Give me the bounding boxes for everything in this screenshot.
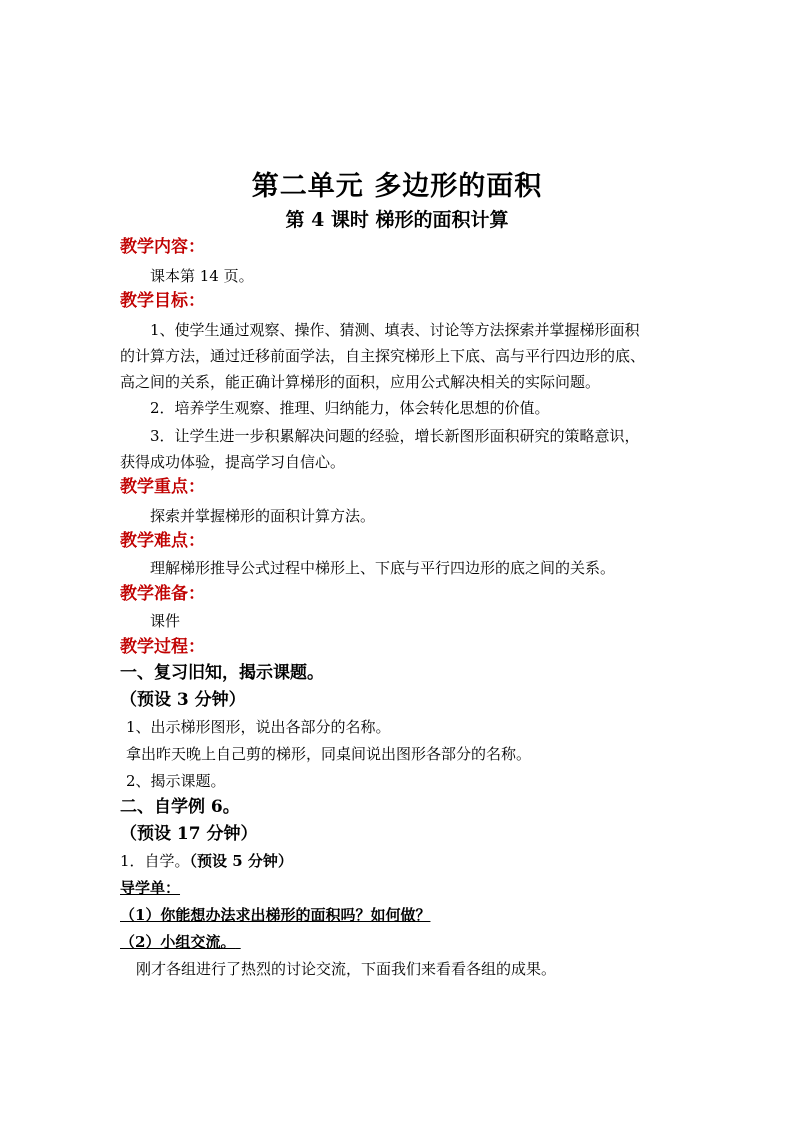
goal-line: 高之间的关系，能正确计算梯形的面积，应用公式解决相关的实际问题。	[120, 373, 601, 391]
part1-heading: 一、复习旧知，揭示课题。	[120, 663, 324, 683]
goal-line: 获得成功体验，提高学习自信心。	[120, 453, 346, 471]
goal-line: 的计算方法，通过迁移前面学法，自主探究梯形上下底、高与平行四边形的底、	[120, 347, 646, 365]
difficult-text: 理解梯形推导公式过程中梯形上、下底与平行四边形的底之间的关系。	[150, 559, 616, 577]
section-heading-content: 教学内容：	[120, 237, 205, 257]
guide-heading: 导学单：	[120, 879, 181, 897]
guide-question-2-line	[120, 932, 253, 952]
closing-text: 刚才各组进行了热烈的讨论交流，下面我们来看看各组的成果。	[136, 960, 557, 978]
self-study-line	[120, 851, 293, 871]
guide-question-2: （2）小组交流。	[120, 933, 236, 951]
document-title: 第二单元 多边形的面积	[251, 171, 543, 202]
section-heading-difficult: 教学难点：	[120, 531, 205, 551]
section-heading-prep: 教学准备：	[120, 584, 205, 604]
guide-question-1: （1）你能想办法求出梯形的面积吗？如何做？	[120, 906, 431, 924]
part2-time: （预设 17 分钟）	[120, 824, 258, 844]
section-heading-key: 教学重点：	[120, 477, 205, 497]
part1-line: 拿出昨天晚上自己剪的梯形，同桌间说出图形各部分的名称。	[126, 745, 532, 763]
lesson-subtitle: 第 4 课时 梯形的面积计算	[285, 209, 509, 231]
prep-text: 课件	[150, 612, 181, 630]
part1-line: 2、揭示课题。	[126, 772, 226, 790]
goal-line: 1、使学生通过观察、操作、猜测、填表、讨论等方法探索并掌握梯形面积	[150, 321, 640, 339]
self-study-text: 1．自学。	[120, 852, 190, 870]
goal-line: 2．培养学生观察、推理、归纳能力，体会转化思想的价值。	[150, 399, 550, 417]
part1-line: 1、出示梯形图形，说出各部分的名称。	[126, 718, 391, 736]
section-heading-process: 教学过程：	[120, 637, 205, 657]
goal-line: 3．让学生进一步积累解决问题的经验，增长新图形面积研究的策略意识，	[150, 427, 640, 445]
part2-heading: 二、自学例 6。	[120, 797, 240, 817]
section-heading-goals: 教学目标：	[120, 291, 205, 311]
content-text: 课本第 14 页。	[150, 267, 254, 285]
key-text: 探索并掌握梯形的面积计算方法。	[150, 507, 376, 525]
underline-tail	[235, 932, 253, 952]
part1-time: （预设 3 分钟）	[120, 690, 246, 710]
self-study-time: （预设 5 分钟）	[189, 852, 293, 870]
